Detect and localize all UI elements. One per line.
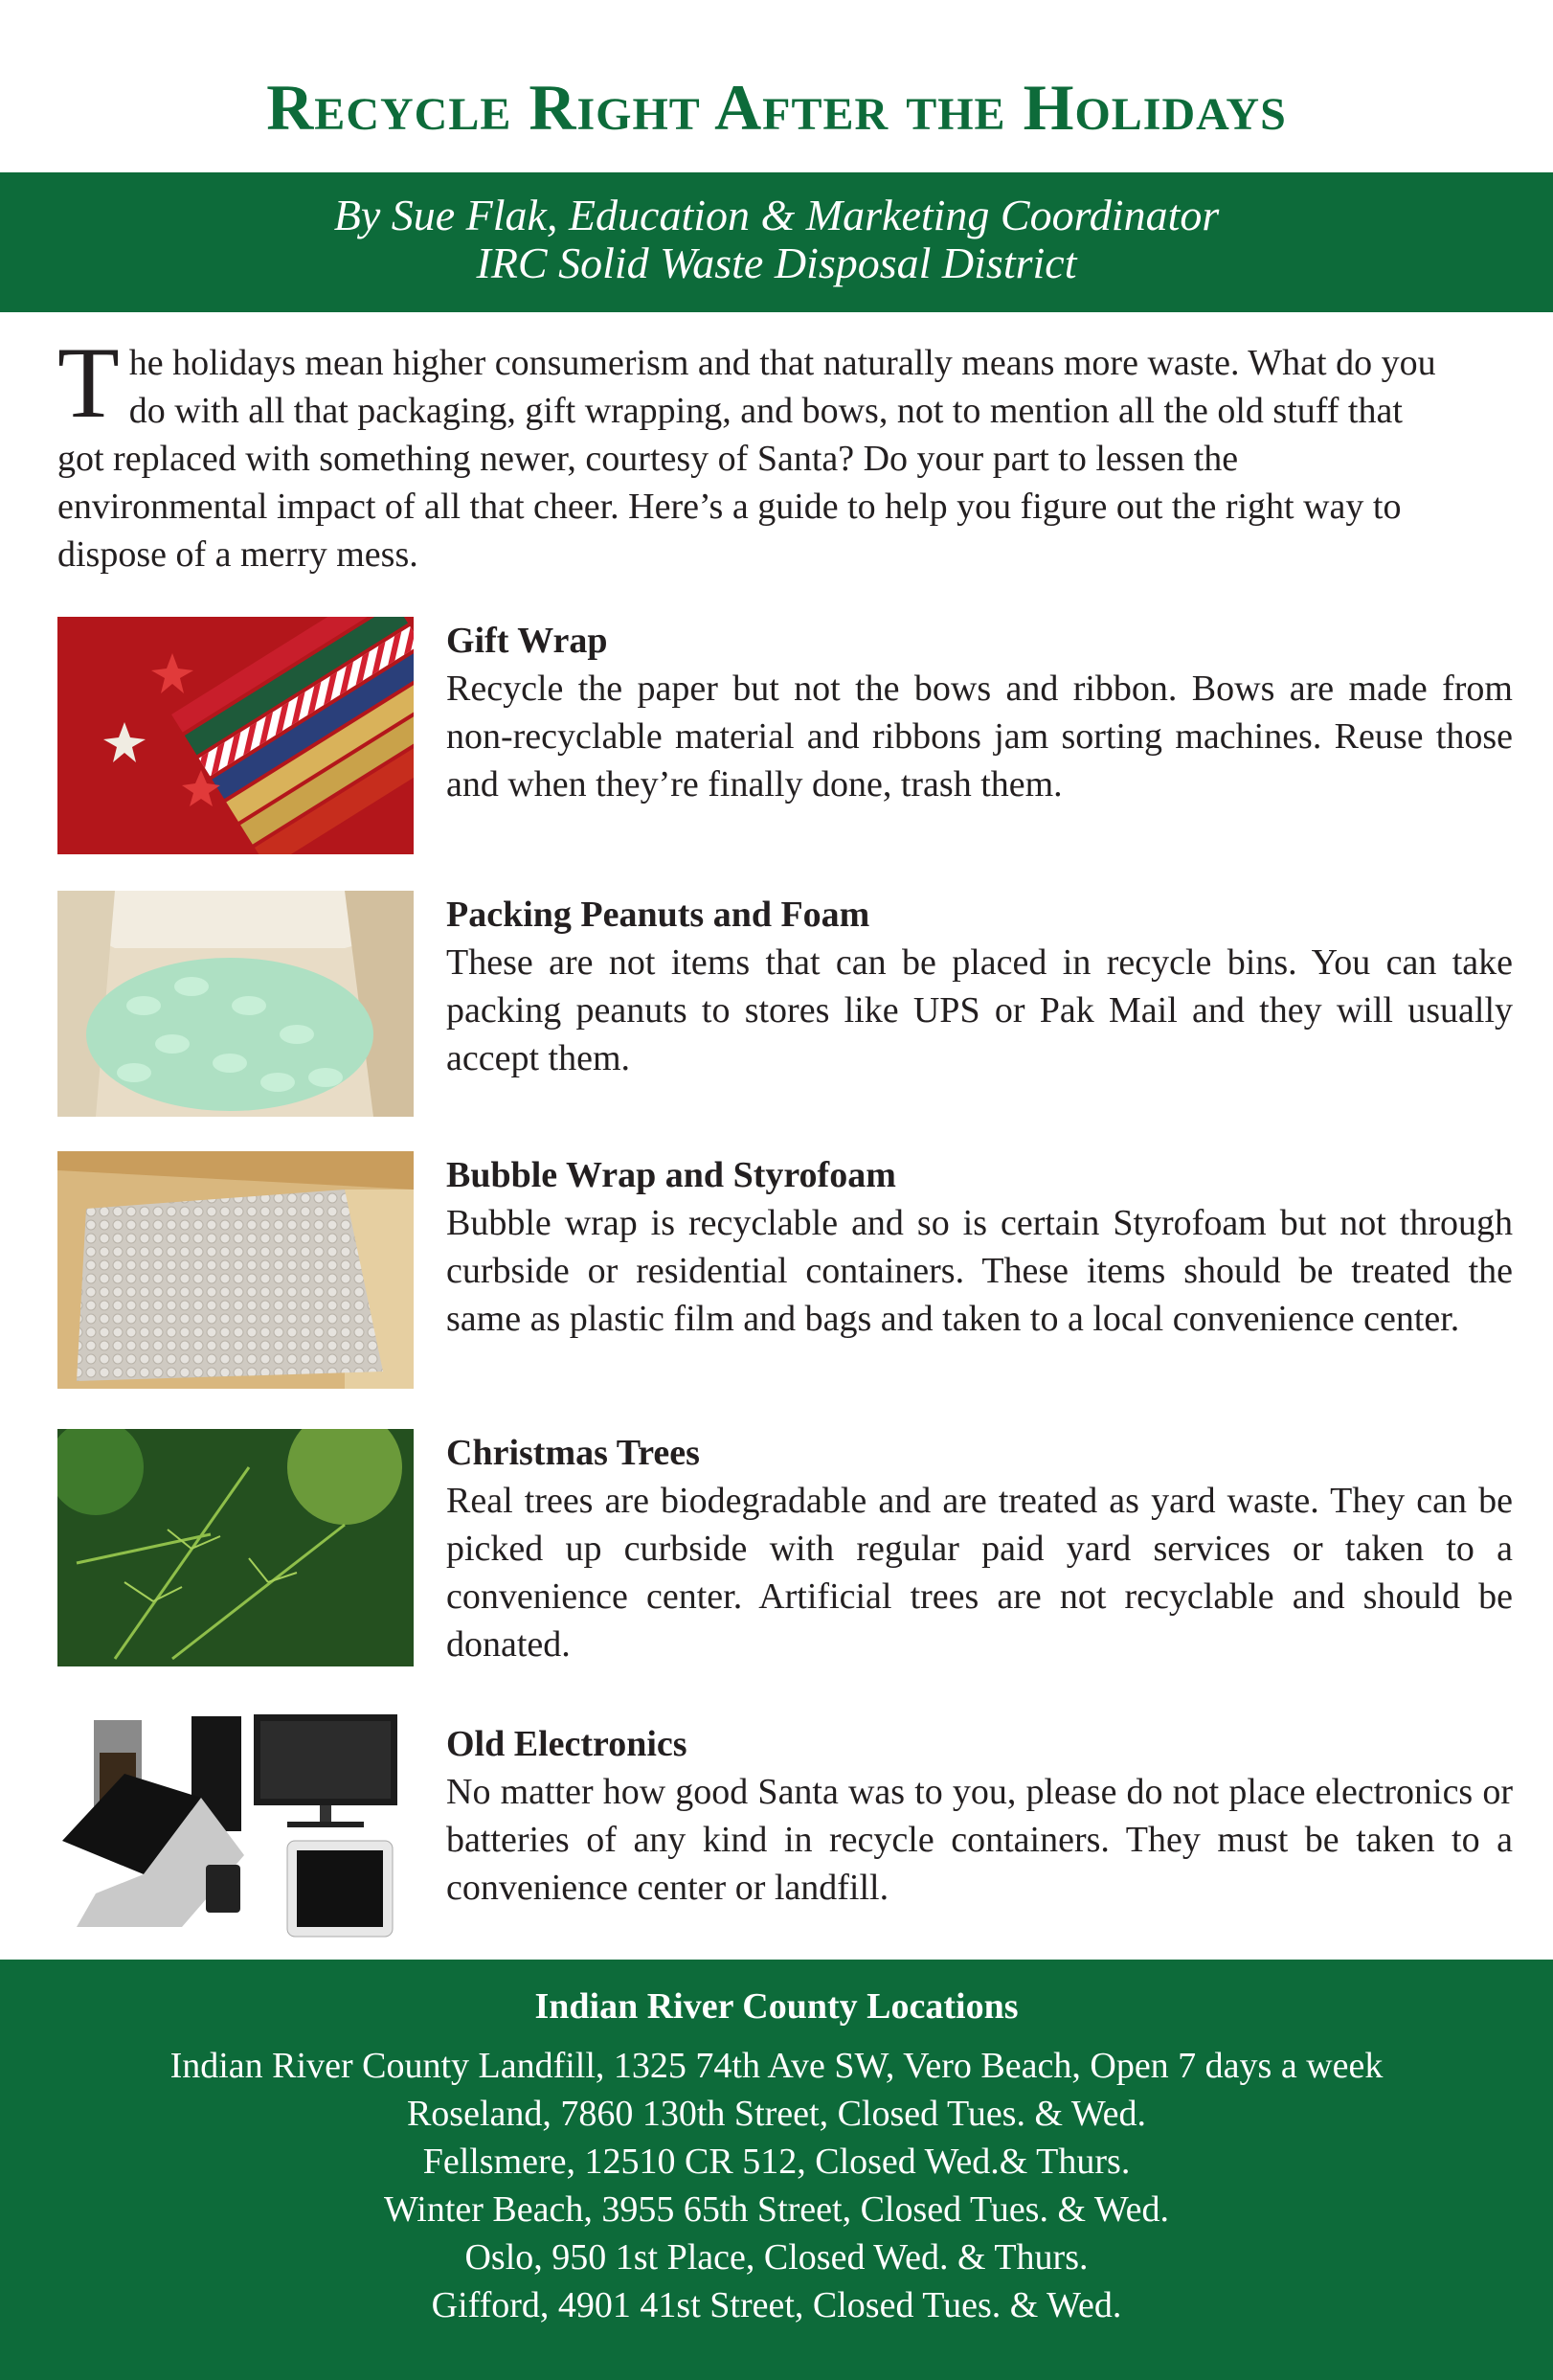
byline-organization: IRC Solid Waste Disposal District [476,238,1077,287]
location-item: Oslo, 950 1st Place, Closed Wed. & Thurs. [464,2237,1089,2278]
item-heading: Packing Peanuts and Foam [446,895,870,935]
item-heading: Christmas Trees [446,1433,700,1473]
locations-heading: Indian River County Locations [534,1986,1019,2027]
location-item: Roseland, 7860 130th Street, Closed Tues. & Wed. [406,2094,1147,2134]
item-heading: Bubble Wrap and Styrofoam [446,1155,896,1195]
gift-wrap-photo [57,617,414,854]
gift-wrap-text [446,617,1513,808]
intro-dropcap: T [57,327,120,439]
item-body: Recycle the paper but not the bows and ribbon. Bows are made from non-recyclable material and ribbons jam sorting machines. Reuse those and when they’re finally done, trash them. [446,669,1513,805]
item-heading: Gift Wrap [446,621,608,661]
electronics-photo [57,1707,414,1946]
item-heading: Old Electronics [446,1724,687,1764]
intro-text: he holidays mean higher consumerism and that naturally means more waste. What do you do with all that packaging, gift wrapping, and bows, not to mention all the old stuff that got replaced with something newer, courtesy of Santa? Do your part to lessen the environmental impact of all that cheer. Here’s a guide to help you figure out the right way to dispose of a merry mess. [57,343,1436,575]
location-item: Winter Beach, 3955 65th Street, Closed Tues. & Wed. [383,2189,1170,2230]
bubble-wrap-text [446,1151,1513,1343]
page-title: Recycle Right After the Holidays [266,71,1287,144]
byline-author: By Sue Flak, Education & Marketing Coordinator [333,191,1220,239]
item-body: Real trees are biodegradable and are treated as yard waste. They can be picked up curbside with regular paid yard services or taken to a convenience center. Artificial trees are not recyclable and should be donated. [446,1481,1513,1665]
bubble-wrap-photo [57,1151,414,1389]
packing-peanuts-photo [57,891,414,1117]
location-item: Indian River County Landfill, 1325 74th Ave SW, Vero Beach, Open 7 days a week [169,2046,1384,2086]
item-body: No matter how good Santa was to you, please do not place electronics or batteries of any kind in recycle containers. They must be taken to a convenience center or landfill. [446,1772,1513,1908]
location-item: Gifford, 4901 41st Street, Closed Tues. & Wed. [431,2285,1122,2325]
christmas-trees-text [446,1429,1513,1668]
packing-peanuts-text [446,891,1513,1082]
location-item: Fellsmere, 12510 CR 512, Closed Wed.& Thurs. [422,2142,1131,2182]
item-body: These are not items that can be placed in recycle bins. You can take packing peanuts to stores like UPS or Pak Mail and they will usually accept them. [446,942,1513,1078]
old-electronics-text [446,1720,1513,1912]
intro-paragraph [57,327,1455,578]
locations-footer [0,1960,1553,2380]
byline-banner [0,172,1553,312]
item-body: Bubble wrap is recyclable and so is certain Styrofoam but not through curbside or residential containers. These items should be treated the same as plastic film and bags and taken to a local convenience center. [446,1203,1513,1339]
christmas-tree-photo [57,1429,414,1666]
